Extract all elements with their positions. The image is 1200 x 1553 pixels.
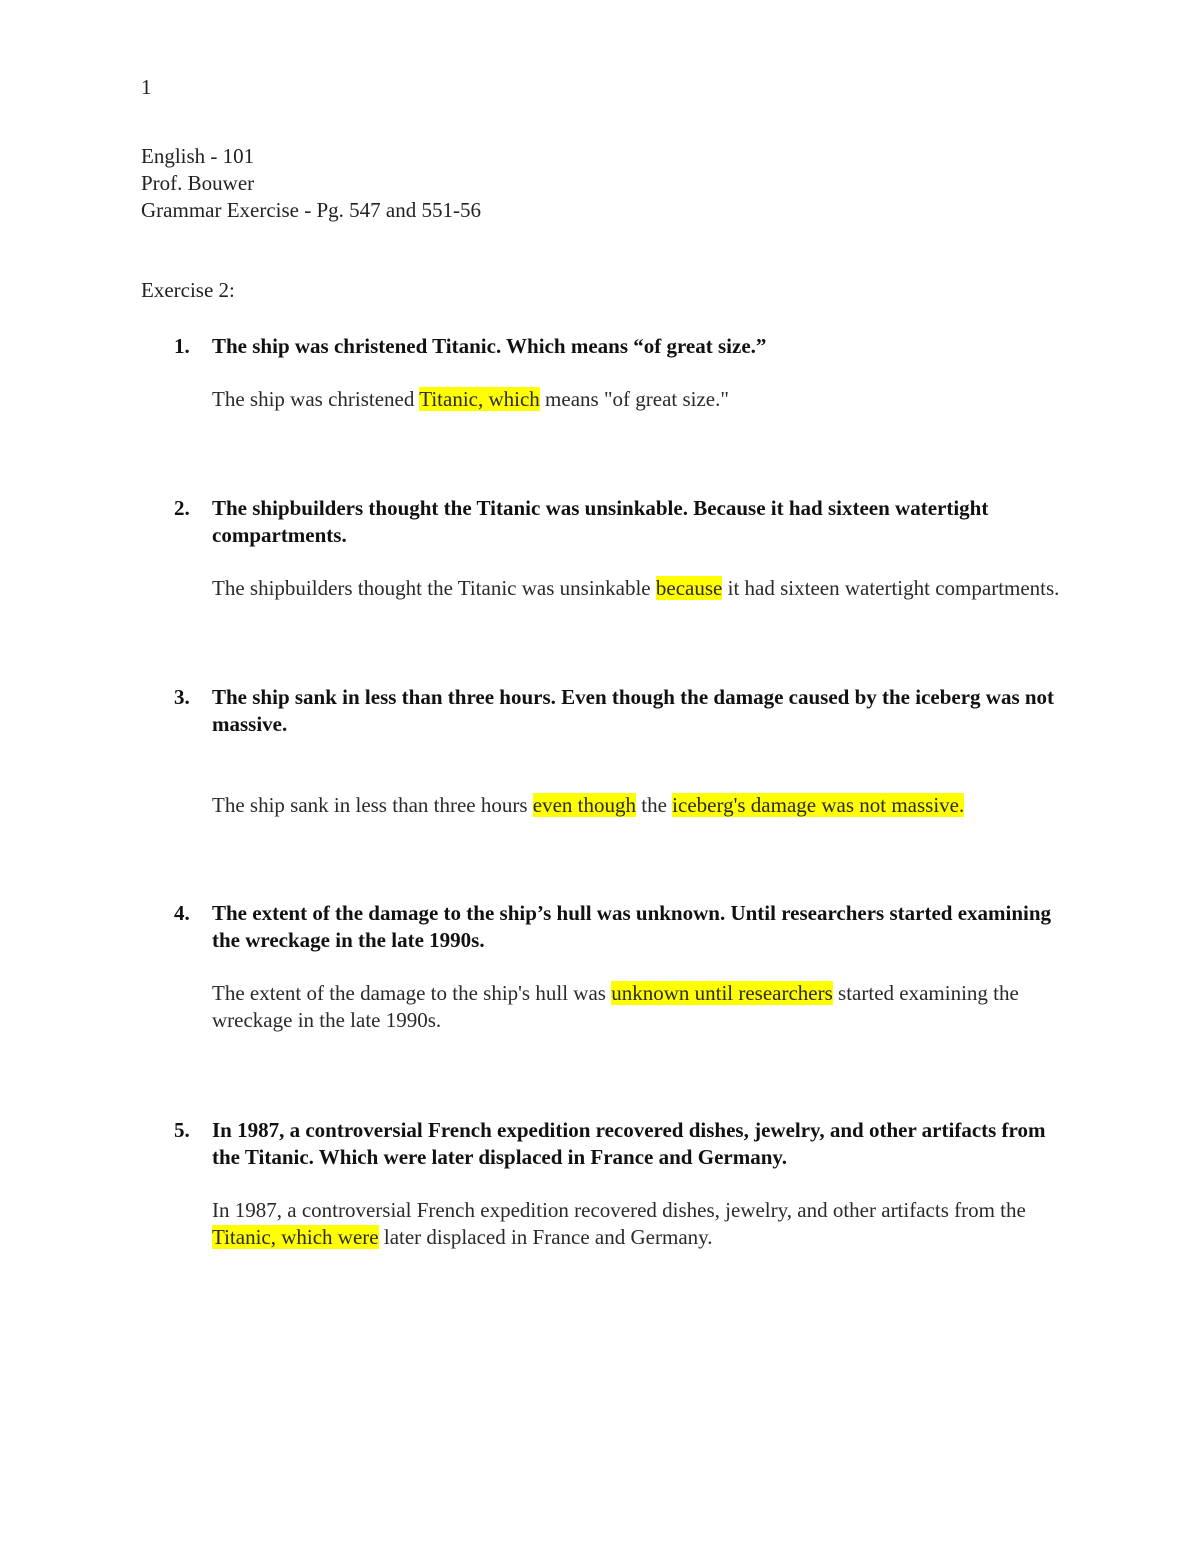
answer-text: it had sixteen watertight compartments. — [722, 576, 1060, 600]
answer-text: The shipbuilders thought the Titanic was unsinkable — [212, 576, 656, 600]
answer-text: The ship was christened — [212, 387, 420, 411]
item-number: 2. — [174, 496, 190, 520]
exercise-item-5 — [0, 1117, 1200, 1251]
item-number: 4. — [174, 901, 190, 925]
original-sentence: The extent of the damage to the ship’s hull was unknown. Until researchers started examining the wreckage in the late 1990s. — [212, 901, 1052, 952]
highlighted-correction: iceberg's damage was not massive. — [672, 793, 965, 817]
exercise-item-4 — [0, 900, 1200, 1034]
highlighted-correction: unknown until researchers — [611, 981, 833, 1005]
answer-text: means "of great size." — [539, 387, 729, 411]
question-row — [0, 495, 1200, 549]
assignment-title: Grammar Exercise - Pg. 547 and 551-56 — [141, 198, 481, 222]
item-number: 3. — [174, 685, 190, 709]
highlighted-correction: Titanic, which — [419, 387, 540, 411]
original-sentence: The shipbuilders thought the Titanic was unsinkable. Because it had sixteen watertight compartments. — [212, 496, 989, 547]
answer-text: started examining the wreckage in the late 1990s. — [212, 981, 1019, 1032]
exercise-item-1 — [0, 333, 1200, 413]
original-sentence: The ship sank in less than three hours. Even though the damage caused by the iceberg was not massive. — [212, 685, 1055, 736]
exercise-item-2 — [0, 495, 1200, 602]
question-row — [0, 333, 1200, 360]
question-row — [0, 684, 1200, 738]
answer-text: In 1987, a controversial French expedition recovered dishes, jewelry, and other artifacts from the — [212, 1198, 1026, 1222]
corrected-sentence — [212, 386, 1092, 413]
page-number: 1 — [141, 75, 152, 99]
answer-text: The ship sank in less than three hours — [212, 793, 533, 817]
exercise-title: Exercise 2: — [141, 278, 235, 302]
question-row — [0, 1117, 1200, 1171]
corrected-sentence — [212, 1197, 1092, 1251]
highlighted-correction: because — [655, 576, 723, 600]
course-name: English - 101 — [141, 144, 255, 168]
corrected-sentence — [212, 575, 1092, 602]
exercise-item-3 — [0, 684, 1200, 819]
original-sentence: In 1987, a controversial French expedition recovered dishes, jewelry, and other artifacts from the Titanic. Which were later displaced in France and Germany. — [212, 1118, 1046, 1169]
answer-text: later displaced in France and Germany. — [378, 1225, 713, 1249]
answer-text: The extent of the damage to the ship's hull was — [212, 981, 612, 1005]
answer-text: the — [636, 793, 673, 817]
professor-name: Prof. Bouwer — [141, 171, 255, 195]
highlighted-correction: Titanic, which were — [212, 1225, 379, 1249]
item-number: 5. — [174, 1118, 190, 1142]
question-row — [0, 900, 1200, 954]
corrected-sentence — [212, 792, 1092, 819]
document-header — [141, 143, 481, 224]
corrected-sentence — [212, 980, 1092, 1034]
item-number: 1. — [174, 334, 190, 358]
original-sentence: The ship was christened Titanic. Which means “of great size.” — [212, 334, 767, 358]
highlighted-correction: even though — [532, 793, 637, 817]
